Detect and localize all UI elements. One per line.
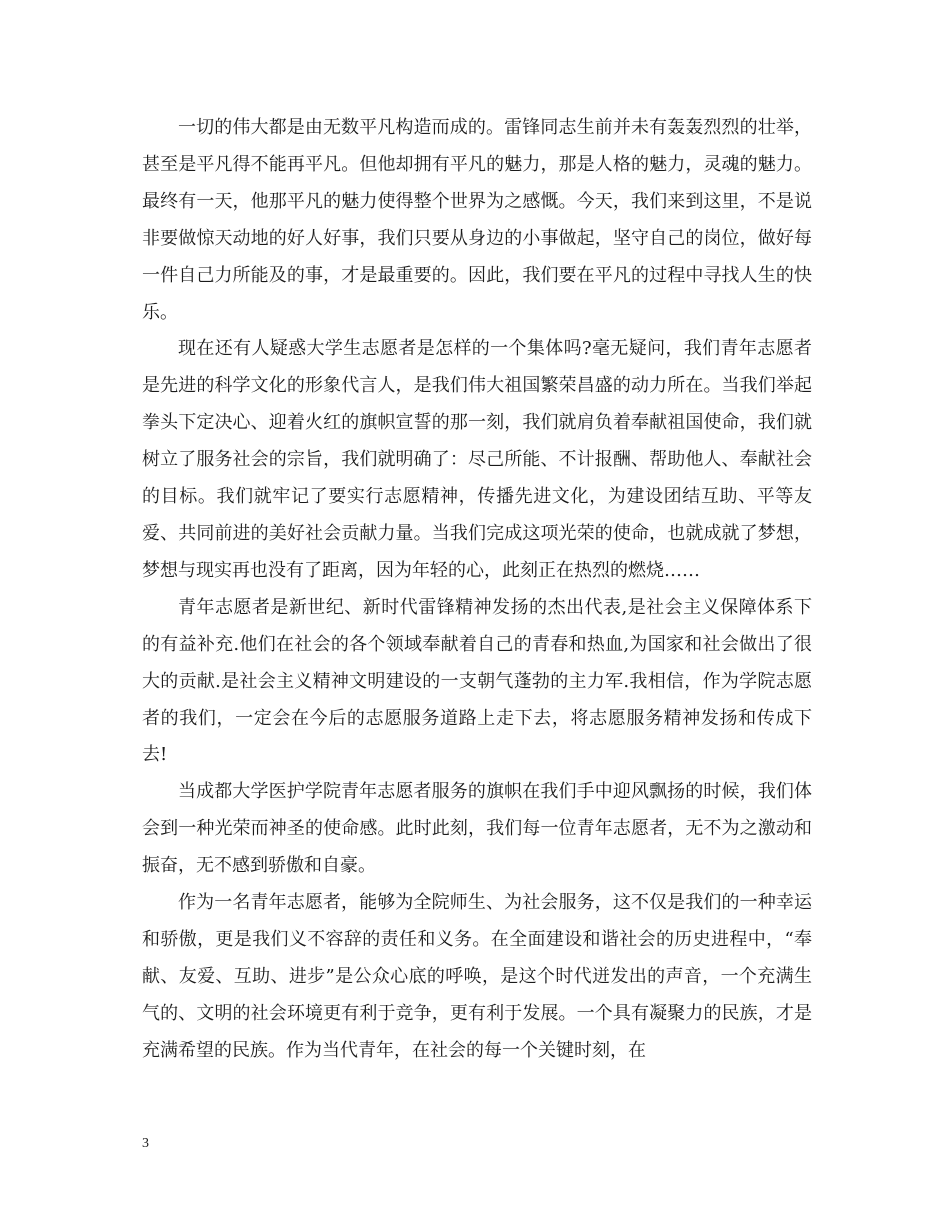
paragraph-5: 作为一名青年志愿者，能够为全院师生、为社会服务，这不仅是我们的一种幸运和骄傲，更是我们义不容辞的责任和义务。在全面建设和谐社会的历史进程中，“奉献、友爱、互助、进步”是公众心底的呼唤，是这个时代迸发出的声音，一个充满生气的、文明的社会环境更有利于竞争，更有利于发展。一个具有凝聚力的民族，才是充满希望的民族。作为当代青年，在社会的每一个关键时刻，在 (142, 892, 812, 1061)
page-number: 3 (142, 1136, 149, 1151)
document-body (142, 110, 812, 1070)
paragraph-1: 一切的伟大都是由无数平凡构造而成的。雷锋同志生前并未有轰轰烈烈的壮举，甚至是平凡得不能再平凡。但他却拥有平凡的魅力，那是人格的魅力，灵魂的魅力。最终有一天，他那平凡的魅力使得整个世界为之感慨。今天，我们来到这里，不是说非要做惊天动地的好人好事，我们只要从身边的小事做起，坚守自己的岗位，做好每一件自己力所能及的事，才是最重要的。因此，我们要在平凡的过程中寻找人生的快乐。 (142, 117, 812, 323)
paragraph-3: 青年志愿者是新世纪、新时代雷锋精神发扬的杰出代表,是社会主义保障体系下的有益补充.他们在社会的各个领域奉献着自己的青春和热血,为国家和社会做出了很大的贡献.是社会主义精神文明建设的一支朝气蓬勃的主力军.我相信，作为学院志愿者的我们，一定会在今后的志愿服务道路上走下去，将志愿服务精神发扬和传成下去! (142, 596, 812, 766)
paragraph-4: 当成都大学医护学院青年志愿者服务的旗帜在我们手中迎风飘扬的时候，我们体会到一种光荣而神圣的使命感。此时此刻，我们每一位青年志愿者，无不为之激动和振奋，无不感到骄傲和自豪。 (142, 781, 812, 877)
paragraph-2: 现在还有人疑惑大学生志愿者是怎样的一个集体吗?毫无疑问，我们青年志愿者是先进的科学文化的形象代言人，是我们伟大祖国繁荣昌盛的动力所在。当我们举起拳头下定决心、迎着火红的旗帜宣誓的那一刻，我们就肩负着奉献祖国使命，我们就树立了服务社会的宗旨，我们就明确了：尽己所能、不计报酬、帮助他人、奉献社会的目标。我们就牢记了要实行志愿精神，传播先进文化，为建设团结互助、平等友爱、共同前进的美好社会贡献力量。当我们完成这项光荣的使命，也就成就了梦想，梦想与现实再也没有了距离，因为年轻的心，此刻正在热烈的燃烧…… (142, 338, 812, 581)
